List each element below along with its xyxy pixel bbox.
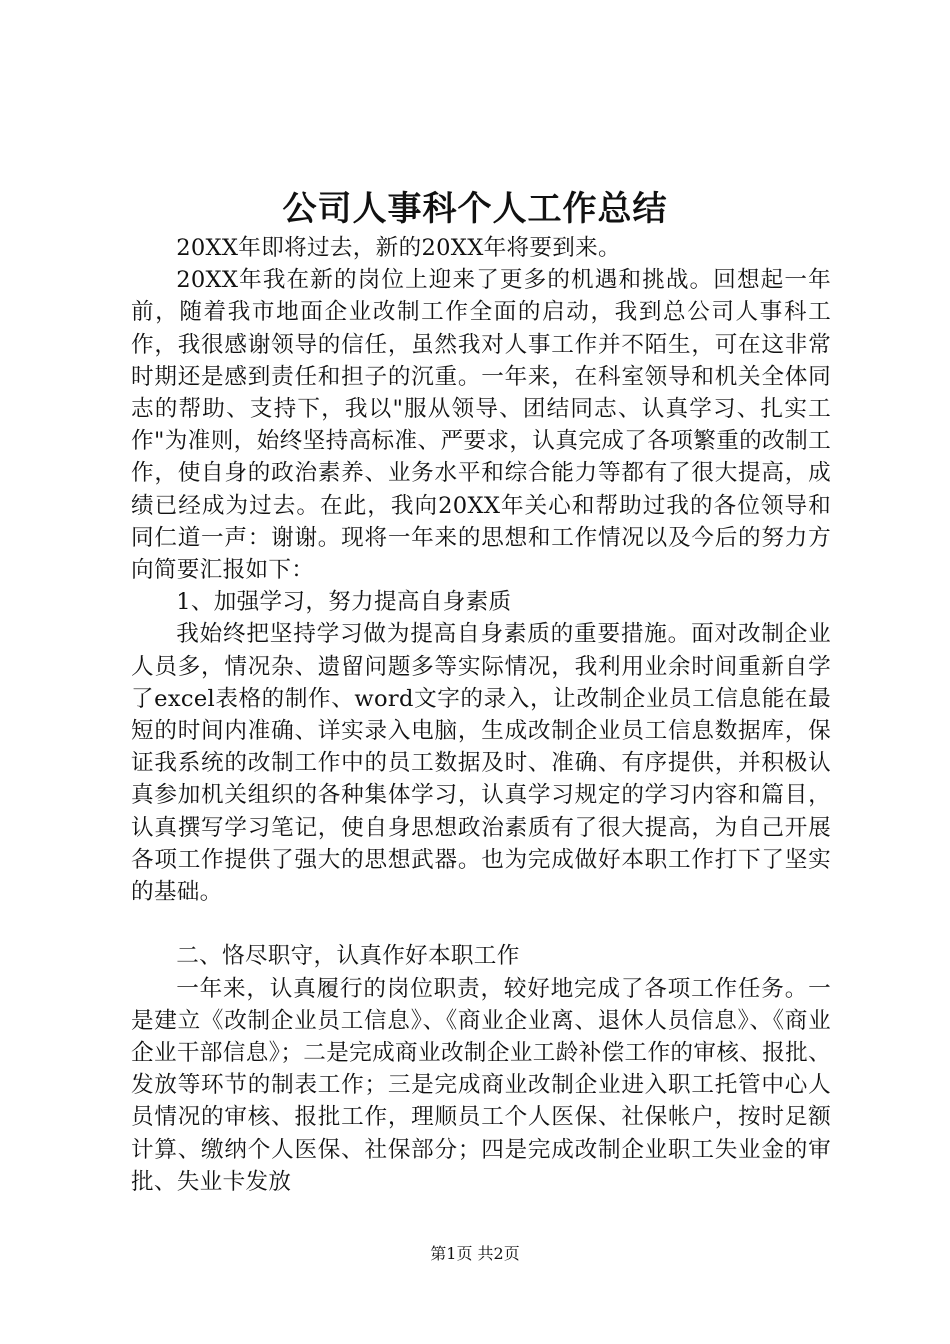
paragraph-intro: 20XX年即将过去，新的20XX年将要到来。 — [176, 235, 621, 261]
section-heading-duty: 二、恪尽职守，认真作好本职工作 — [176, 943, 520, 970]
page-footer: 第1页 共2页 — [430, 1244, 520, 1263]
paragraph-study: 我始终把坚持学习做为提高自身素质的重要措施。面对改制企业人员多，情况杂、遗留问题多等实际情况，我利用业余时间重新自学了excel表格的制作、word文字的录入，让改制企业员工信息能在最短的时间内准确、详实录入电脑，生成改制企业员工信息数据库，保证我系统的改制工作中的员工数据及时、准确、有序提供，并积极认真参加机关组织的各种集体学习，认真学习规定的学习内容和篇目，认真撰写学习笔记，使自身思想政治素质有了很大提高，为自己开展各项工作提供了强大的思想武器。也为完成做好本职工作打下了坚实的基础。 — [131, 621, 831, 906]
document-title: 公司人事科个人工作总结 — [282, 189, 668, 229]
paragraph-duty: 一年来，认真履行的岗位职责，较好地完成了各项工作任务。一是建立《改制企业员工信息》、《商业企业离、退休人员信息》、《商业企业干部信息》；二是完成商业改制企业工龄补偿工作的审核、报批、发放等环节的制表工作；三是完成商业改制企业进入职工托管中心人员情况的审核、报批工作，理顺员工个人医保、社保帐户，按时足额计算、缴纳个人医保、社保部分；四是完成改制企业职工失业金的审批、失业卡发放 — [131, 975, 831, 1195]
document-body — [131, 232, 831, 1198]
paragraph-overview: 20XX年我在新的岗位上迎来了更多的机遇和挑战。回想起一年前，随着我市地面企业改制工作全面的启动，我到总公司人事科工作，我很感谢领导的信任，虽然我对人事工作并不陌生，可在这非常时期还是感到责任和担子的沉重。一年来，在科室领导和机关全体同志的帮助、支持下，我以"服从领导、团结同志、认真学习、扎实工作"为准则，始终坚持高标准、严要求，认真完成了各项繁重的改制工作，使自身的政治素养、业务水平和综合能力等都有了很大提高，成绩已经成为过去。在此，我向20XX年关心和帮助过我的各位领导和同仁道一声：谢谢。现将一年来的思想和工作情况以及今后的努力方向简要汇报如下： — [131, 267, 831, 584]
section-heading-study: 1、加强学习，努力提高自身素质 — [176, 589, 512, 616]
